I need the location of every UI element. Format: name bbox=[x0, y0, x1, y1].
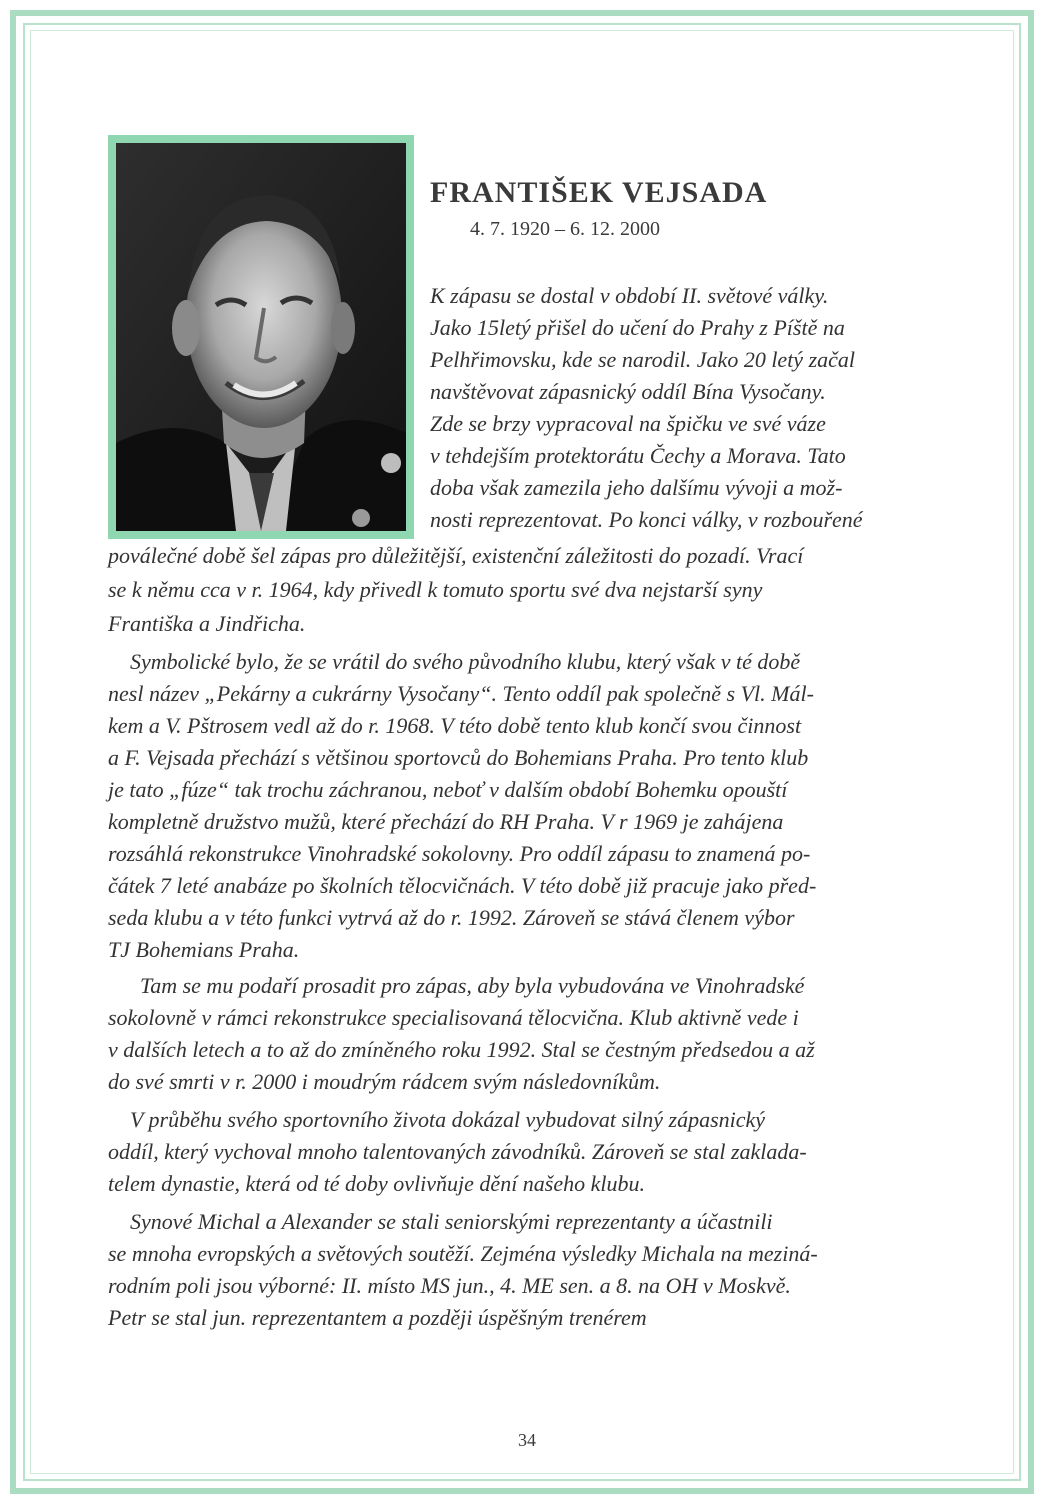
text-line: oddíl, který vychoval mnoho talentovaných závodníků. Zároveň se stal zaklada- bbox=[108, 1139, 807, 1164]
portrait-photo bbox=[116, 143, 406, 531]
text-line: nosti reprezentovat. Po konci války, v rozbouřené bbox=[430, 507, 863, 532]
text-line: se mnoha evropských a světových soutěží. Zejména výsledky Michala na meziná- bbox=[108, 1241, 818, 1266]
life-dates: 4. 7. 1920 – 6. 12. 2000 bbox=[470, 218, 660, 240]
text-line: Petr se stal jun. reprezentantem a později úspěšným trenérem bbox=[108, 1305, 647, 1330]
text-line: seda klubu a v této funkci vytrvá až do r. 1992. Zároveň se stává členem výbor bbox=[108, 905, 795, 930]
text-line: je tato „fúze“ tak trochu záchranou, neboť v dalším období Bohemku opouští bbox=[108, 777, 788, 802]
text-line: kompletně družstvo mužů, které přechází do RH Praha. V r 1969 je zahájena bbox=[108, 809, 784, 834]
text-line: Jako 15letý přišel do učení do Prahy z Píště na bbox=[430, 315, 845, 340]
text-line: Synové Michal a Alexander se stali seniorskými reprezentanty a účastnili bbox=[130, 1209, 773, 1234]
text-line: Františka a Jindřicha. bbox=[108, 611, 306, 636]
text-line: kem a V. Pštrosem vedl až do r. 1968. V této době tento klub končí svou činnost bbox=[108, 713, 802, 738]
text-line: v dalších letech a to až do zmíněného roku 1992. Stal se čestným předsedou a až bbox=[108, 1037, 815, 1062]
text-line: Pelhřimovsku, kde se narodil. Jako 20 letý začal bbox=[430, 347, 856, 372]
text-line: Symbolické bylo, že se vrátil do svého původního klubu, který však v té době bbox=[130, 649, 801, 674]
text-line: rozsáhlá rekonstrukce Vinohradské sokolovny. Pro oddíl zápasu to znamená po- bbox=[108, 841, 811, 866]
portrait-photo-frame bbox=[108, 135, 414, 539]
text-line: doba však zamezila jeho dalšímu vývoji a mož- bbox=[430, 475, 843, 500]
text-line: K zápasu se dostal v období II. světové války. bbox=[430, 283, 829, 308]
text-line: v tehdejším protektorátu Čechy a Morava. Tato bbox=[430, 443, 846, 468]
text-line: Tam se mu podaří prosadit pro zápas, aby byla vybudována ve Vinohradské bbox=[140, 973, 805, 998]
person-name: FRANTIŠEK VEJSADA bbox=[430, 176, 768, 209]
text-line: navštěvovat zápasnický oddíl Bína Vysočany. bbox=[430, 379, 826, 404]
text-line: poválečné době šel zápas pro důležitější, existenční záležitosti do pozadí. Vrací bbox=[108, 543, 804, 568]
text-line: a F. Vejsada přechází s většinou sportovců do Bohemians Praha. Pro tento klub bbox=[108, 745, 809, 770]
page-number: 34 bbox=[518, 1430, 536, 1450]
text-line: TJ Bohemians Praha. bbox=[108, 937, 300, 962]
text-line: nesl název „Pekárny a cukrárny Vysočany“. Tento oddíl pak společně s Vl. Mál- bbox=[108, 681, 814, 706]
text-line: rodním poli jsou výborné: II. místo MS jun., 4. ME sen. a 8. na OH v Moskvě. bbox=[108, 1273, 791, 1298]
text-line: telem dynastie, která od té doby ovlivňuje dění našeho klubu. bbox=[108, 1171, 646, 1196]
text-line: čátek 7 leté anabáze po školních tělocvičnách. V této době již pracuje jako před- bbox=[108, 873, 817, 898]
text-line: Zde se brzy vypracoval na špičku ve své váze bbox=[430, 411, 826, 436]
text-line: se k němu cca v r. 1964, kdy přivedl k tomuto sportu své dva nejstarší syny bbox=[108, 577, 763, 602]
text-line: do své smrti v r. 2000 i moudrým rádcem svým následovníkům. bbox=[108, 1069, 661, 1094]
text-line: sokolovně v rámci rekonstrukce specialisovaná tělocvična. Klub aktivně vede i bbox=[108, 1005, 799, 1030]
text-line: V průběhu svého sportovního života dokázal vybudovat silný zápasnický bbox=[130, 1107, 766, 1132]
